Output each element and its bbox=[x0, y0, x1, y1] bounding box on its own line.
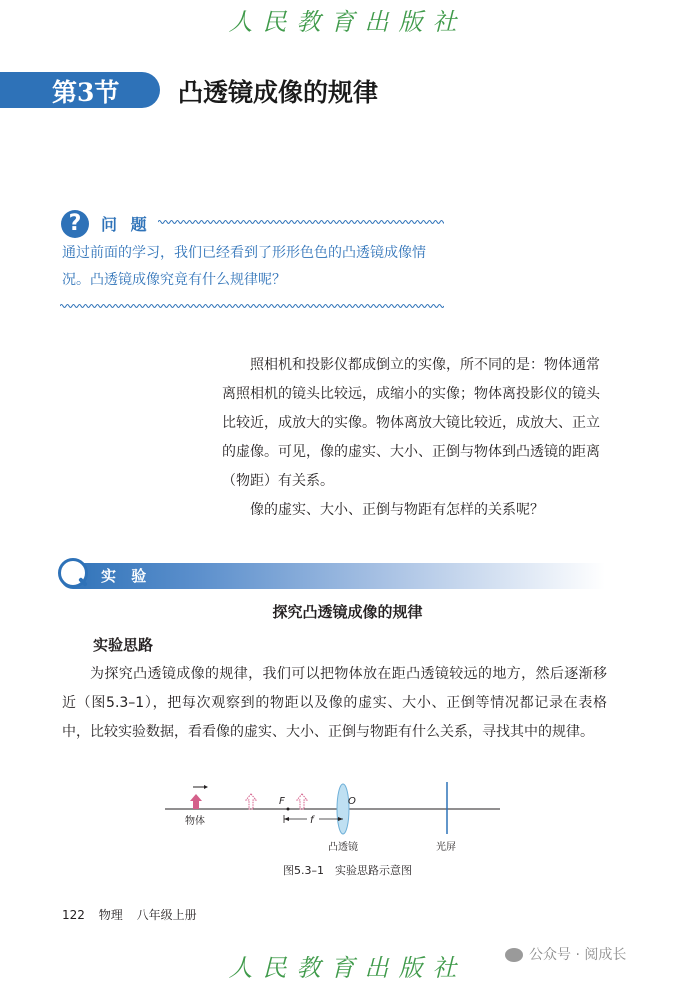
body-paragraph: 像的虚实、大小、正倒与物距有怎样的关系呢？ bbox=[250, 502, 544, 518]
watermark-text: 公众号 · 阅成长 bbox=[529, 947, 627, 963]
ghost-object-arrow bbox=[297, 794, 307, 809]
focus-label: F bbox=[279, 796, 285, 807]
focal-arrowhead-left bbox=[284, 817, 289, 821]
experiment-subtitle: 实验思路 bbox=[93, 636, 154, 654]
section-number: 第3节 bbox=[52, 78, 120, 107]
move-direction-arrowhead bbox=[204, 785, 208, 789]
screen-label: 光屏 bbox=[436, 842, 456, 853]
watermark bbox=[505, 944, 626, 964]
experiment-text bbox=[62, 660, 607, 747]
publisher-logo-top: 人民教育出版社 bbox=[228, 8, 467, 36]
question-label: 问 题 bbox=[101, 215, 151, 234]
question-text: 通过前面的学习，我们已经看到了形形色色的凸透镜成像情况。凸透镜成像究竟有什么规律呢？ bbox=[62, 245, 426, 288]
ghost-object-arrow bbox=[246, 794, 256, 809]
page-footer bbox=[62, 906, 207, 923]
body-paragraph: 照相机和投影仪都成倒立的实像，所不同的是：物体通常离照相机的镜头比较远，成缩小的实像；物体离投影仪的镜头比较近，成放大的实像。物体离放大镜比较近，成放大、正立的虚像。可见，像的虚实、大小、正倒与物体到凸透镜的距离（物距）有关系。 bbox=[222, 357, 600, 489]
page-number: 122 bbox=[62, 908, 85, 922]
magnifier-icon bbox=[58, 558, 88, 588]
focal-label: f bbox=[310, 815, 314, 826]
wechat-icon bbox=[505, 948, 523, 962]
object-arrow bbox=[190, 794, 202, 809]
convex-lens bbox=[337, 784, 349, 834]
wavy-divider-bottom bbox=[60, 302, 444, 310]
body-text bbox=[222, 351, 604, 525]
question-icon: ? bbox=[61, 210, 89, 238]
wavy-divider-top bbox=[158, 218, 444, 226]
section-title: 凸透镜成像的规律 bbox=[178, 78, 379, 107]
experiment-label: 实 验 bbox=[101, 567, 152, 585]
experiment-paragraph: 为探究凸透镜成像的规律，我们可以把物体放在距凸透镜较远的地方，然后逐渐移近（图5.3–1），把每次观察到的物距以及像的虚实、大小、正倒等情况都记录在表格中，比较实验数据，看看像的虚实、大小、正倒与物距有什么关系，寻找其中的规律。 bbox=[62, 666, 607, 740]
lens-label: 凸透镜 bbox=[328, 842, 358, 853]
optics-diagram bbox=[160, 780, 505, 862]
object-label: 物体 bbox=[185, 816, 205, 827]
publisher-logo-bottom: 人民教育出版社 bbox=[228, 954, 467, 982]
figure-caption: 图5.3–1 实验思路示意图 bbox=[283, 864, 412, 877]
book-name: 八年级上册 bbox=[136, 908, 197, 922]
center-label: O bbox=[348, 796, 356, 807]
experiment-title: 探究凸透镜成像的规律 bbox=[272, 603, 423, 621]
focus-point bbox=[287, 808, 290, 811]
subject-name: 物理 bbox=[98, 908, 123, 922]
